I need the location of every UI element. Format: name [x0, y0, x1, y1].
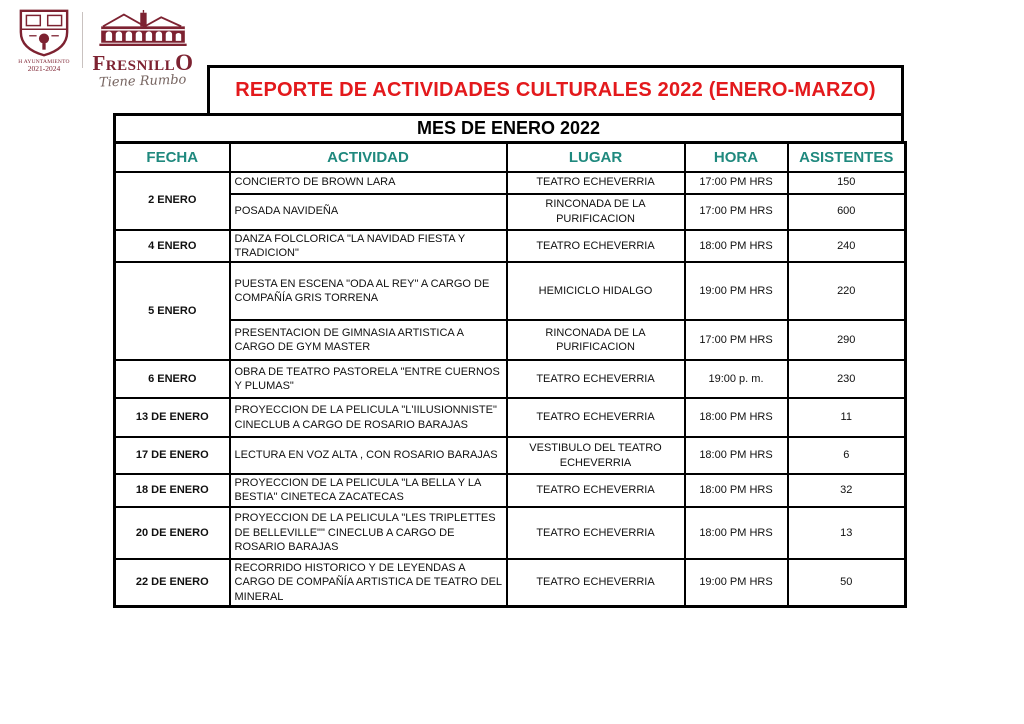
date-cell: 20 DE ENERO	[115, 507, 230, 559]
table-row	[115, 437, 906, 474]
date-cell: 6 ENERO	[115, 360, 230, 398]
activity-cell: CONCIERTO DE BROWN LARA	[230, 172, 507, 194]
table-header-row	[115, 143, 906, 172]
month-title: MES DE ENERO 2022	[416, 118, 601, 138]
time-cell: 17:00 PM HRS	[685, 320, 788, 360]
venue-cell: TEATRO ECHEVERRIA	[507, 398, 685, 437]
column-header-lugar: LUGAR	[507, 143, 685, 172]
fresnillo-logo	[92, 10, 194, 91]
venue-cell: TEATRO ECHEVERRIA	[507, 559, 685, 607]
attendees-cell: 290	[788, 320, 906, 360]
activity-cell: OBRA DE TEATRO PASTORELA "ENTRE CUERNOS Y PLUMAS"	[230, 360, 507, 398]
column-header-fecha: FECHA	[115, 143, 230, 172]
brand-name	[92, 51, 193, 74]
crest-caption-line1: H AYUNTAMIENTO	[18, 59, 70, 65]
activity-cell: PUESTA EN ESCENA "ODA AL REY" A CARGO DE COMPAÑÍA GRIS TORRENA	[230, 262, 507, 320]
date-cell: 17 DE ENERO	[115, 437, 230, 474]
venue-cell: TEATRO ECHEVERRIA	[507, 230, 685, 263]
city-crest-logo	[14, 8, 74, 73]
venue-cell: RINCONADA DE LA PURIFICACION	[507, 194, 685, 230]
time-cell: 18:00 PM HRS	[685, 437, 788, 474]
attendees-cell: 13	[788, 507, 906, 559]
date-cell: 5 ENERO	[115, 262, 230, 360]
attendees-cell: 230	[788, 360, 906, 398]
table-row	[115, 320, 906, 360]
date-cell: 4 ENERO	[115, 230, 230, 263]
crest-shield-icon	[16, 8, 72, 58]
report-title: REPORTE DE ACTIVIDADES CULTURALES 2022 (ENERO-MARZO)	[235, 79, 876, 101]
column-header-hora: HORA	[685, 143, 788, 172]
date-cell: 18 DE ENERO	[115, 474, 230, 507]
activity-cell: PROYECCION DE LA PELICULA "L'IILUSIONNISTE" CINECLUB A CARGO DE ROSARIO BARAJAS	[230, 398, 507, 437]
date-cell: 13 DE ENERO	[115, 398, 230, 437]
month-title-box	[113, 113, 904, 144]
table-row	[115, 230, 906, 263]
venue-cell: TEATRO ECHEVERRIA	[507, 507, 685, 559]
aqueduct-icon	[95, 10, 191, 50]
venue-cell: RINCONADA DE LA PURIFICACION	[507, 320, 685, 360]
activity-cell: PROYECCION DE LA PELICULA "LA BELLA Y LA BESTIA" CINETECA ZACATECAS	[230, 474, 507, 507]
time-cell: 18:00 PM HRS	[685, 398, 788, 437]
table-row	[115, 172, 906, 194]
crest-caption	[18, 59, 69, 73]
venue-cell: HEMICICLO HIDALGO	[507, 262, 685, 320]
attendees-cell: 150	[788, 172, 906, 194]
time-cell: 19:00 p. m.	[685, 360, 788, 398]
logo-divider	[82, 12, 83, 68]
column-header-asistentes: ASISTENTES	[788, 143, 906, 172]
time-cell: 18:00 PM HRS	[685, 230, 788, 263]
attendees-cell: 6	[788, 437, 906, 474]
crest-caption-line2: 2021-2024	[27, 64, 61, 74]
activity-cell: POSADA NAVIDEÑA	[230, 194, 507, 230]
brand-name-o: O	[175, 50, 194, 75]
table-row	[115, 559, 906, 607]
date-cell: 2 ENERO	[115, 172, 230, 230]
time-cell: 17:00 PM HRS	[685, 172, 788, 194]
attendees-cell: 220	[788, 262, 906, 320]
table-row	[115, 474, 906, 507]
brand-tagline: Tiene Rumbo	[99, 72, 187, 91]
activities-table	[113, 141, 907, 608]
table-row	[115, 507, 906, 559]
venue-cell: TEATRO ECHEVERRIA	[507, 172, 685, 194]
date-cell: 22 DE ENERO	[115, 559, 230, 607]
attendees-cell: 50	[788, 559, 906, 607]
attendees-cell: 240	[788, 230, 906, 263]
brand-name-main: Fresnill	[92, 51, 176, 75]
activity-cell: LECTURA EN VOZ ALTA , CON ROSARIO BARAJAS	[230, 437, 507, 474]
table-row	[115, 194, 906, 230]
activity-cell: PROYECCION DE LA PELICULA "LES TRIPLETTES DE BELLEVILLE"" CINECLUB A CARGO DE ROSARIO BARAJAS	[230, 507, 507, 559]
attendees-cell: 600	[788, 194, 906, 230]
activity-cell: DANZA FOLCLORICA "LA NAVIDAD FIESTA Y TRADICION"	[230, 230, 507, 263]
venue-cell: TEATRO ECHEVERRIA	[507, 474, 685, 507]
column-header-actividad: ACTIVIDAD	[230, 143, 507, 172]
activity-cell: RECORRIDO HISTORICO Y DE LEYENDAS A CARGO DE COMPAÑÍA ARTISTICA DE TEATRO DEL MINERAL	[230, 559, 507, 607]
activity-cell: PRESENTACION DE GIMNASIA ARTISTICA A CARGO DE GYM MASTER	[230, 320, 507, 360]
time-cell: 19:00 PM HRS	[685, 262, 788, 320]
attendees-cell: 11	[788, 398, 906, 437]
time-cell: 18:00 PM HRS	[685, 474, 788, 507]
table-row	[115, 262, 906, 320]
table-row	[115, 398, 906, 437]
header-logo-bar	[14, 8, 194, 91]
venue-cell: TEATRO ECHEVERRIA	[507, 360, 685, 398]
venue-cell: VESTIBULO DEL TEATRO ECHEVERRIA	[507, 437, 685, 474]
table-row	[115, 360, 906, 398]
report-title-box	[207, 65, 904, 116]
time-cell: 18:00 PM HRS	[685, 507, 788, 559]
time-cell: 19:00 PM HRS	[685, 559, 788, 607]
time-cell: 17:00 PM HRS	[685, 194, 788, 230]
attendees-cell: 32	[788, 474, 906, 507]
